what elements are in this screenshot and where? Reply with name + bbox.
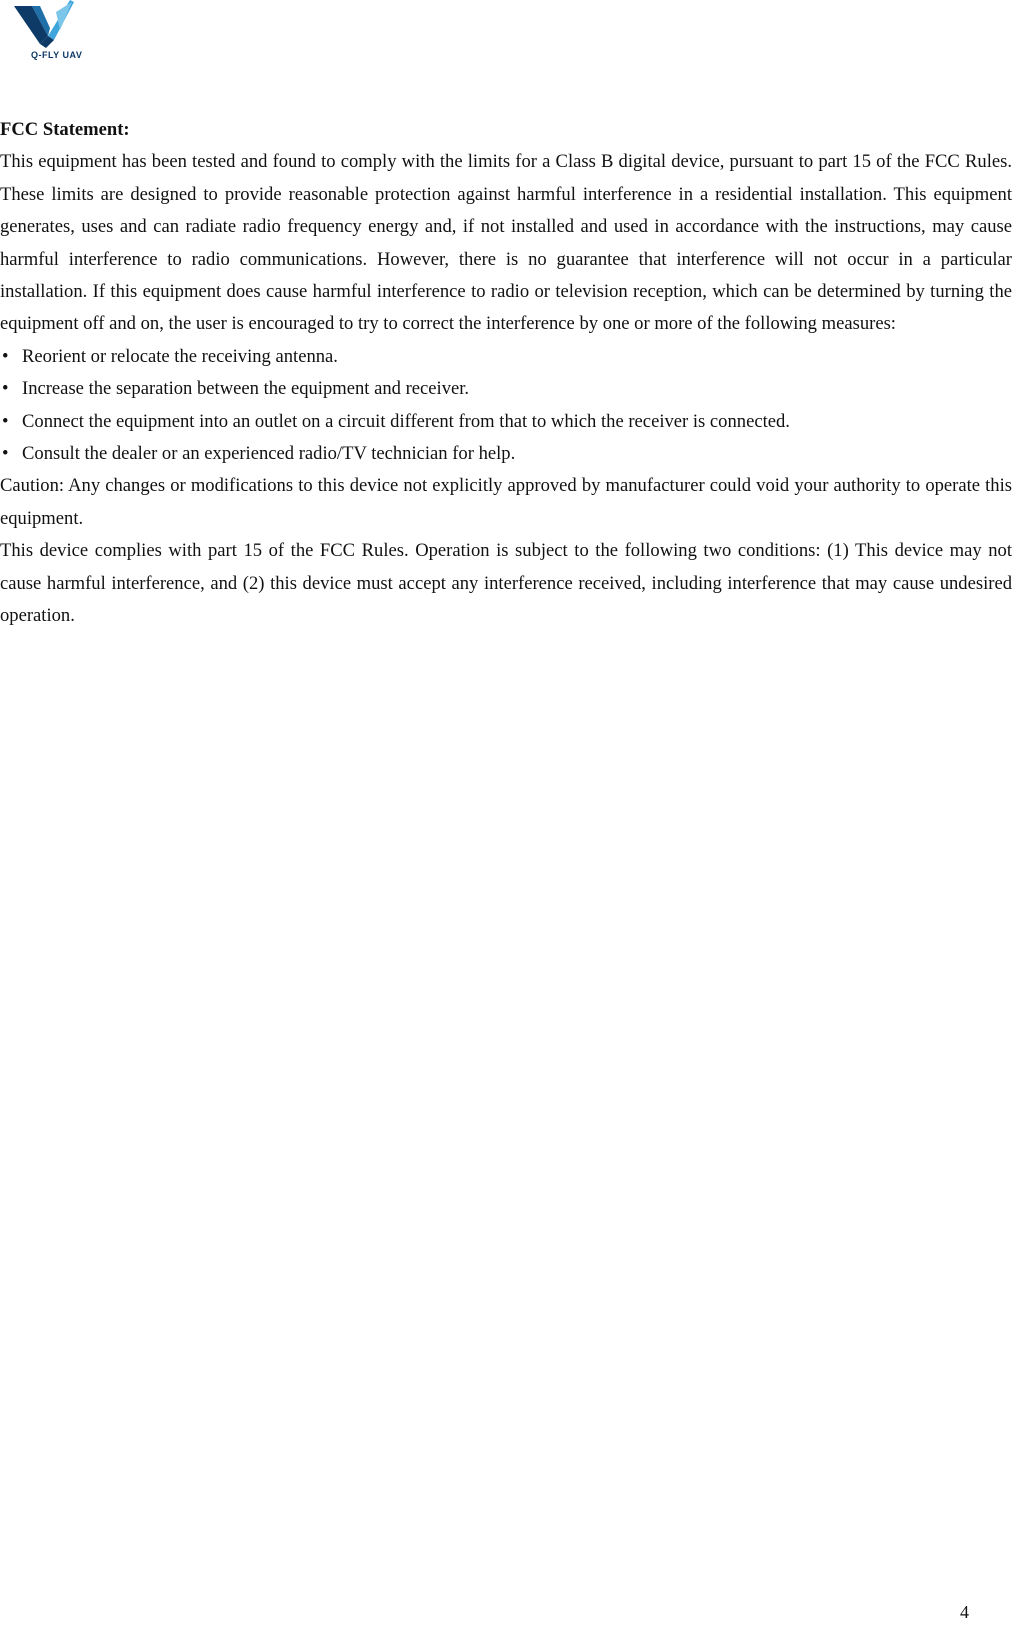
list-item [0, 438, 1012, 470]
bullet-icon: • [2, 345, 9, 367]
list-item [0, 406, 1012, 438]
list-item-text: Increase the separation between the equipment and receiver. [22, 378, 470, 400]
logo-icon [10, 0, 80, 50]
bullet-icon: • [2, 443, 9, 465]
document-body [0, 114, 1012, 633]
section-heading: FCC Statement: [0, 119, 130, 140]
measures-list [0, 341, 1012, 471]
logo-wordmark: Q-FLY UAV [31, 50, 83, 60]
caution-paragraph: Caution: Any changes or modifications to this device not explicitly approved by manufacturer could void your authority to operate this equipment. [0, 475, 1012, 529]
bullet-icon: • [2, 378, 9, 400]
bullet-icon: • [2, 410, 9, 432]
list-item-text: Reorient or relocate the receiving antenna. [22, 345, 338, 367]
list-item [0, 373, 1012, 405]
compliance-paragraph: This device complies with part 15 of the FCC Rules. Operation is subject to the following two conditions: (1) This device may not cause harmful interference, and (2) this device must accept any interference received, including interference that may cause undesired operation. [0, 540, 1012, 627]
page-number: 4 [960, 1602, 969, 1622]
fcc-paragraph: This equipment has been tested and found to comply with the limits for a Class B digital device, pursuant to part 15 of the FCC Rules. These limits are designed to provide reasonable protection against harmful interference in a residential installation. This equipment generates, uses and can radiate radio frequency energy and, if not installed and used in accordance with the instructions, may cause harmful interference to radio communications. However, there is no guarantee that interference will not occur in a particular installation. If this equipment does cause harmful interference to radio or television reception, which can be determined by turning the equipment off and on, the user is encouraged to try to correct the interference by one or more of the following measures: [0, 151, 1012, 335]
list-item [0, 341, 1012, 373]
company-logo [10, 0, 83, 66]
list-item-text: Connect the equipment into an outlet on a circuit different from that to which the receiver is connected. [22, 410, 790, 432]
list-item-text: Consult the dealer or an experienced radio/TV technician for help. [22, 443, 516, 465]
